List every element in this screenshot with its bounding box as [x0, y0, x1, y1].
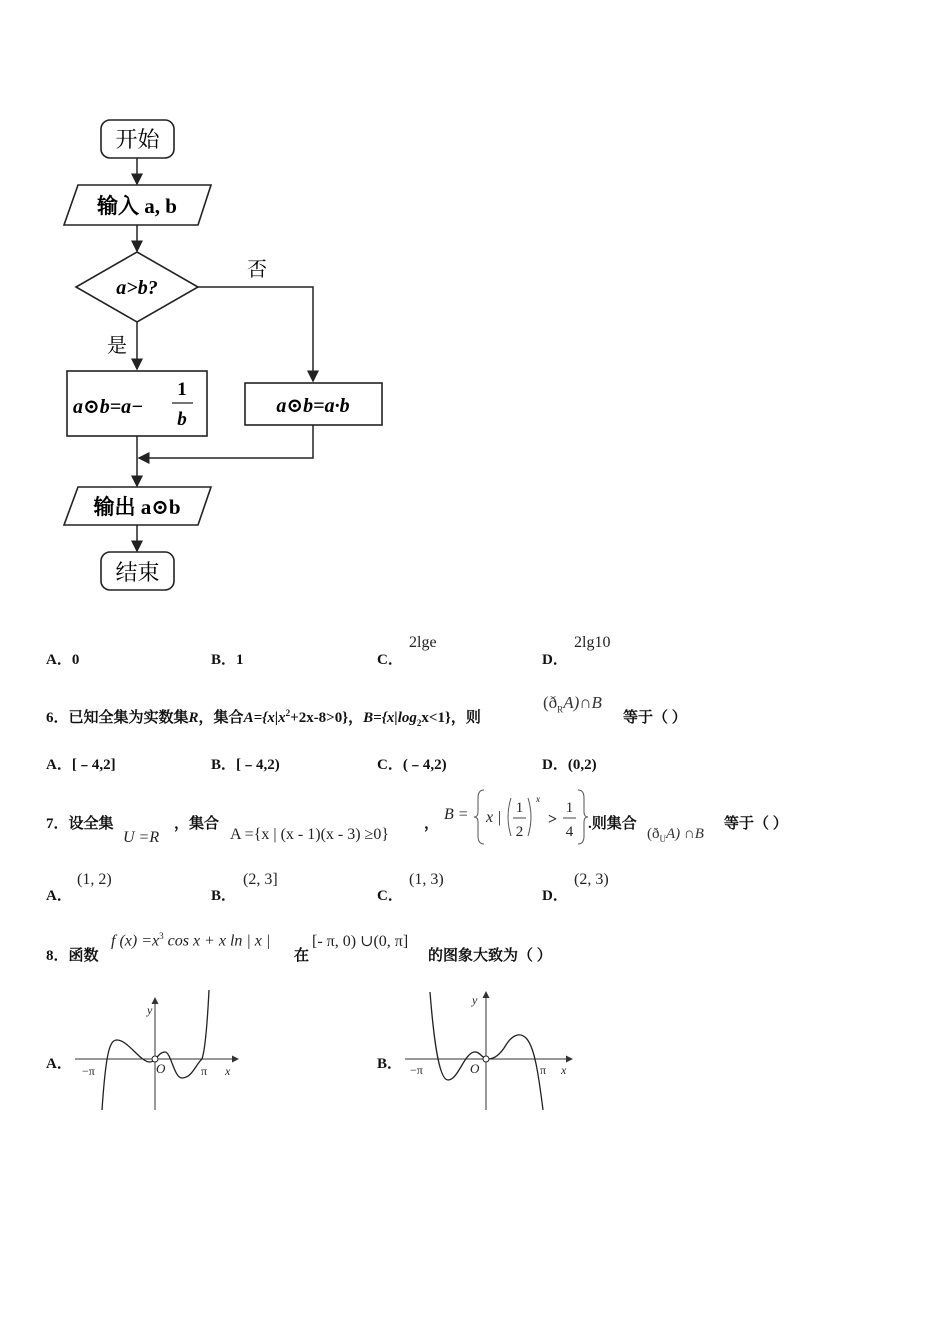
log-base: 2: [416, 718, 422, 728]
graph-a-neg-pi: −π: [82, 1064, 95, 1078]
option-text: 1: [236, 652, 244, 668]
u-eq: U =R: [123, 829, 160, 846]
q6-option-a[interactable]: [46, 753, 116, 774]
set-a-rest: +2x-8>0}，: [290, 710, 364, 726]
q6-option-b[interactable]: [211, 753, 280, 774]
left-box-lhs: a⊙b=a−: [73, 396, 144, 418]
q5-option-b[interactable]: [211, 648, 244, 669]
expr-rest: A)∩B: [563, 693, 602, 712]
q5-option-c-text: 2lge: [409, 634, 437, 651]
q7-stem-start: [46, 812, 114, 833]
q6-stem: [46, 706, 481, 728]
q7-option-b-letter[interactable]: B．: [211, 888, 237, 904]
set-b: B={x|log: [363, 710, 417, 726]
b-exp: x: [536, 794, 540, 804]
stem-text: ，集合: [198, 710, 244, 726]
set-a: A={x|x: [243, 710, 286, 726]
q7-stem-b: ，集合: [174, 816, 220, 832]
stem-text: 函数: [68, 948, 99, 964]
option-text: [﹣4,2]: [71, 757, 116, 773]
graph-a-x-label: x: [225, 1064, 231, 1078]
b-rhs-den: 4: [565, 824, 574, 840]
output-label: 输出 a⊙b: [93, 495, 181, 519]
q5-option-d-letter[interactable]: D．: [542, 652, 568, 668]
question-number: 6．: [46, 710, 69, 726]
expr-part: (ð: [543, 693, 558, 712]
q8-option-b-graph[interactable]: [400, 990, 580, 1115]
option-letter: C．: [377, 757, 403, 773]
left-box-numerator: 1: [177, 379, 187, 400]
input-label: 输入 a, b: [97, 194, 177, 218]
flowchart: [0, 0, 420, 610]
b-x: x |: [486, 809, 502, 826]
expr-rest: A) ∩B: [666, 826, 704, 842]
q8-stem-b: 在: [294, 948, 310, 964]
b-gt: >: [548, 811, 558, 828]
set-r: R: [188, 710, 199, 726]
question-number: 8．: [46, 948, 69, 964]
graph-b-y-label: y: [472, 993, 478, 1007]
right-box-label: a⊙b=a·b: [276, 395, 350, 417]
q5-option-c-letter[interactable]: C．: [377, 652, 403, 668]
q8-function: [111, 931, 270, 950]
q8-stem-end: 的图象大致为（ ）: [428, 948, 552, 964]
option-letter: A．: [46, 652, 72, 668]
q6-expression: [543, 693, 602, 714]
q7-option-d-letter[interactable]: D．: [542, 888, 568, 904]
option-text: (﹣4,2): [402, 757, 447, 773]
graph-b-origin: O: [470, 1061, 480, 1076]
q7-option-c-text: (1, 3): [409, 871, 444, 888]
graph-b-x-label: x: [561, 1063, 567, 1077]
q7-expression: [647, 826, 704, 844]
option-text: 0: [71, 652, 80, 668]
q7-option-c-letter[interactable]: C．: [377, 888, 403, 904]
q7-stem-c: .则集合: [588, 816, 637, 832]
graph-a-origin: O: [156, 1061, 166, 1076]
stem-text: 设全集: [68, 816, 114, 832]
q7-stem-end: 等于（ ）: [724, 816, 788, 832]
end-label: 结束: [115, 560, 160, 585]
func-part: f (x) =x: [111, 932, 160, 950]
q7-set-a: A ={x | (x - 1)(x - 3) ≥0}: [230, 826, 390, 843]
expr-part: (ð: [647, 826, 660, 842]
q8-option-a-graph[interactable]: [70, 990, 250, 1115]
q5-option-d-text: 2lg10: [574, 634, 611, 651]
q8-domain: [- π, 0) ∪(0, π]: [312, 933, 409, 950]
func-exp: 3: [159, 931, 164, 941]
decision-label: a>b?: [116, 277, 158, 299]
exponent: 2: [285, 708, 291, 718]
q7-comma: ，: [424, 816, 440, 832]
q7-set-b-braces: [474, 788, 594, 846]
b-lhs: B =: [444, 806, 469, 823]
expr-sub: R: [557, 704, 564, 715]
graph-b-neg-pi: −π: [410, 1063, 423, 1077]
option-text: [﹣4,2): [236, 757, 280, 773]
option-letter: B．: [211, 652, 237, 668]
q7-universal-set: [123, 829, 159, 847]
option-text: (0,2): [567, 757, 597, 773]
option-letter: D．: [542, 757, 568, 773]
option-letter: B．: [211, 757, 237, 773]
q7-set-b-lhs: [444, 806, 469, 824]
b-rhs-num: 1: [565, 800, 574, 816]
q8-stem-start: [46, 944, 99, 965]
q6-stem-end: 等于（ ）: [623, 710, 687, 726]
q7-option-a-text: (1, 2): [77, 871, 112, 888]
graph-a-pi: π: [201, 1064, 208, 1078]
graph-a-y-label: y: [147, 1003, 153, 1017]
expr-sub: U: [659, 834, 666, 844]
q8-option-b-letter[interactable]: B．: [377, 1056, 403, 1072]
b-frac-num: 1: [515, 800, 524, 816]
yes-label: 是: [107, 335, 127, 357]
left-box-denominator: b: [177, 409, 187, 430]
b-frac-den: 2: [515, 824, 524, 840]
set-b-rest: x<1}，则: [421, 710, 481, 726]
option-letter: A．: [46, 757, 72, 773]
q6-option-c[interactable]: [377, 753, 447, 774]
q6-option-d[interactable]: [542, 753, 597, 774]
func-rest: cos x + x ln | x |: [163, 932, 271, 950]
q7-option-b-text: (2, 3]: [243, 871, 278, 888]
q8-option-a-letter[interactable]: A．: [46, 1056, 72, 1072]
graph-b-pi: π: [540, 1063, 547, 1077]
question-number: 7．: [46, 816, 69, 832]
stem-text: 已知全集为实数集: [68, 710, 189, 726]
q7-option-d-text: (2, 3): [574, 871, 609, 888]
q5-option-a[interactable]: [46, 648, 79, 669]
no-label: 否: [247, 259, 267, 281]
q7-option-a-letter[interactable]: A．: [46, 888, 72, 904]
start-label: 开始: [115, 127, 160, 152]
